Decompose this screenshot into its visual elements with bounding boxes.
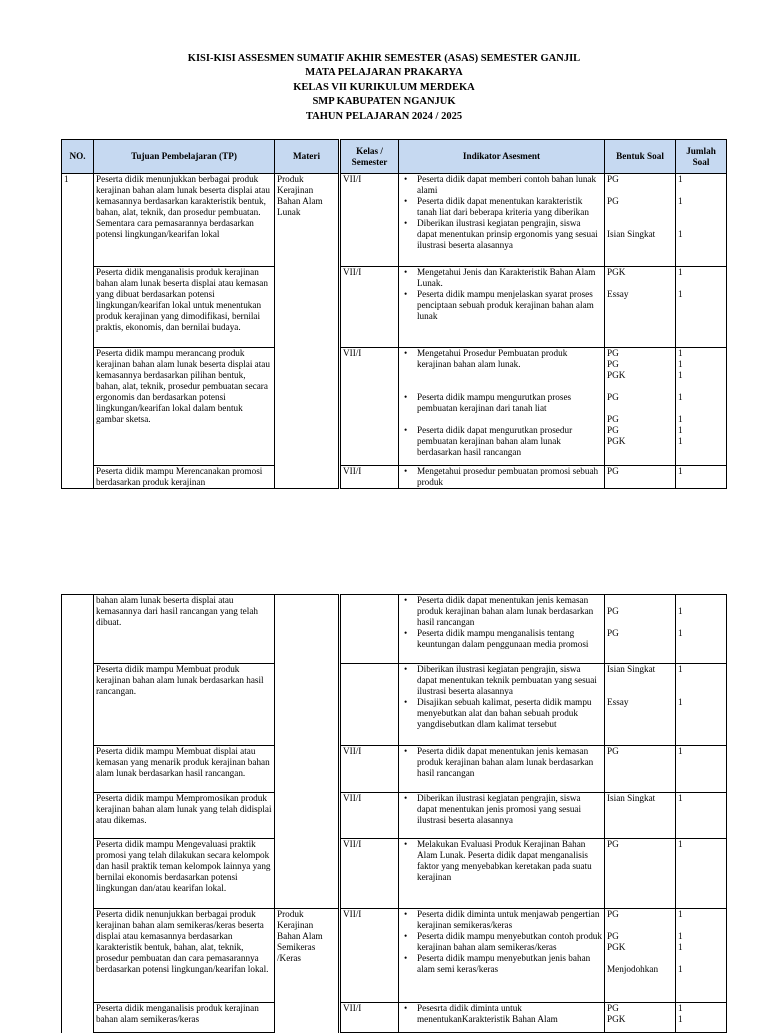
indikator-cell <box>399 664 605 746</box>
jumlah-cell: 1 1 <box>676 267 727 348</box>
tp-cell: Peserta didik mampu Membuat produk kerajinan bahan alam lunak berdasarkan hasil rancangan. <box>94 664 275 746</box>
header-title: KISI-KISI ASSESMEN SUMATIF AKHIR SEMESTER (ASAS) SEMESTER GANJIL <box>187 53 581 64</box>
bentuk-cell: PG PGK <box>605 1003 676 1033</box>
indikator-item: • Diberikan ilustrasi kegiatan pengrajin, siswa dapat menentukan jenis promosi yang sesuai ilustrasi beserta alasannya <box>417 793 602 826</box>
kelas-cell: VII/I <box>341 348 399 466</box>
indikator-item: • Peserta didik mampu menjelaskan syarat proses penciptaan sebuah produk kerajinan bahan alam lunak <box>417 289 602 322</box>
indikator-item: • Peserta didik mampu mengurutkan proses pembuatan kerajinan dari tanah liat <box>417 392 602 414</box>
indikator-cell <box>399 793 605 839</box>
indikator-cell <box>399 1003 605 1033</box>
bentuk-cell: PG PG PGK Menjodohkan <box>605 909 676 1003</box>
indikator-item: • Peserta didik mampu menyebutkan jenis bahan alam semi keras/keras <box>417 953 602 975</box>
kelas-cell <box>341 595 399 664</box>
jumlah-cell: 1 1 1 1 1 1 1 <box>676 348 727 466</box>
kelas-cell: VII/I <box>341 1003 399 1033</box>
tp-cell: Peserta didik menganalisis produk kerajinan bahan alam semikeras/keras <box>94 1003 275 1033</box>
materi-cell: Produk Kerajinan Bahan Alam Semikeras /Keras <box>275 909 339 1003</box>
jumlah-cell: 1 <box>676 746 727 793</box>
bentuk-cell: PG <box>605 746 676 793</box>
jumlah-cell: 1 1 1 <box>676 174 727 267</box>
indikator-item: • Peserta didik diminta untuk menjawab pengertian kerajinan semikeras/keras <box>417 909 602 931</box>
indikator-item: • Peserta didik dapat menentukan jenis kemasan produk kerajinan bahan alam lunak berdasarkan hasil rancangan <box>417 746 602 779</box>
bentuk-cell: PG <box>605 466 676 489</box>
kelas-cell: VII/I <box>341 174 399 267</box>
jumlah-cell: 1 1 <box>676 664 727 746</box>
kisi-table-page-1 <box>61 139 727 489</box>
bentuk-cell: PG PG Isian Singkat <box>605 174 676 267</box>
bentuk-cell: PGK Essay <box>605 267 676 348</box>
tp-cell: Peserta didik menganalisis produk kerajinan bahan alam lunak beserta displai atau kemasan yang dibuat berdasarkan potensi lingkungan/kearifan lokal untuk menentukan produk kerajinan yang dimodifikasi, bernilai praktis, ekonomis, dan bernilai budaya. <box>94 267 275 348</box>
table-row <box>62 664 727 746</box>
kisi-table-page-2 <box>61 594 727 1033</box>
tp-cell: Peserta didik mampu Membuat displai atau kemasan yang menarik produk kerajinan bahan alam lunak berdasarkan hasil rancangan. <box>94 746 275 793</box>
bentuk-cell: Isian Singkat Essay <box>605 664 676 746</box>
kelas-cell: VII/I <box>341 909 399 1003</box>
jumlah-cell: 1 <box>676 466 727 489</box>
col-tp: Tujuan Pembelajaran (TP) <box>94 140 275 174</box>
indikator-cell <box>399 348 605 466</box>
col-materi: Materi <box>275 140 339 174</box>
col-bentuk: Bentuk Soal <box>605 140 676 174</box>
kelas-cell <box>341 664 399 746</box>
bentuk-cell: PG PG PGK PG PG PG PGK <box>605 348 676 466</box>
indikator-item: • Mengetahui prosedur pembuatan promosi sebuah produk <box>417 466 602 488</box>
col-jumlah: Jumlah Soal <box>676 140 727 174</box>
kelas-cell: VII/I <box>341 793 399 839</box>
bentuk-cell: Isian Singkat <box>605 793 676 839</box>
indikator-item: • Peserta didik mampu menyebutkan contoh produk kerajinan bahan alam semikeras/keras <box>417 931 602 953</box>
indikator-item: • Melakukan Evaluasi Produk Kerajinan Bahan Alam Lunak. Peserta didik dapat menganalisis faktor yang menyebabkan keretakan pada suatu kerajinan <box>417 839 602 883</box>
tp-cell: Peserta didik nenunjukkan berbagai produk kerajinan bahan alam semikeras/keras beserta displai atau kemasannya berdasarkan karakteristik bentuk, bahan, alat, teknik, prosedur pembuatan dan cara pemasarannya berdasarkan potensi lingkungan/kearifan lokal. <box>94 909 275 1003</box>
header-subject: MATA PELAJARAN PRAKARYA <box>305 67 463 79</box>
indikator-item: • Peserta didik mampu menganalisis tentang keuntungan dalam penggunaan media promosi <box>417 628 602 650</box>
table-row <box>62 348 727 466</box>
kelas-cell: VII/I <box>341 746 399 793</box>
kelas-cell: VII/I <box>341 267 399 348</box>
indikator-item: • Pesesrta didik diminta untuk menentukanKarakteristik Bahan Alam <box>417 1003 602 1025</box>
tp-cell: bahan alam lunak beserta displai atau kemasannya dari hasil rancangan yang telah dibuat. <box>94 595 275 664</box>
indikator-item: • Mengetahui Jenis dan Karakteristik Bahan Alam Lunak. <box>417 267 602 289</box>
indikator-item: • Peserta didik dapat menentukan jenis kemasan produk kerajinan bahan alam lunak berdasarkan hasil rancangan <box>417 595 602 628</box>
header-year: TAHUN PELAJARAN 2024 / 2025 <box>305 110 463 122</box>
indikator-cell <box>399 267 605 348</box>
indikator-item: • Peserta didik dapat menentukan karakteristik tanah liat dari beberapa kriteria yang diberikan <box>417 196 602 218</box>
table-row <box>62 174 727 267</box>
indikator-cell <box>399 466 605 489</box>
indikator-item: • Peserta didik dapat mengurutkan prosedur pembuatan kerajinan bahan alam lunak berdasarkan hasil rancangan <box>417 425 602 458</box>
tp-cell: Peserta didik mampu merancang produk kerajinan bahan alam lunak beserta displai atau kemasannya berdasarkan pilihan bentuk, bahan, alat, teknik, prosedur pembuatan secara ergonomis dan berdasarkan potensi lingkungan/kearifan lokal dalam bentuk gambar sketsa. <box>94 348 275 466</box>
materi-cell: Produk Kerajinan Bahan Alam Lunak <box>275 174 339 267</box>
col-no: NO. <box>62 140 94 174</box>
indikator-item: • Diberikan ilustrasi kegiatan pengrajin, siswa dapat menentukan prinsip ergonomis yang sesuai ilustrasi beserta alasannya <box>417 218 602 251</box>
header-class: KELAS VII KURIKULUM MERDEKA <box>293 81 475 93</box>
table-row <box>62 1003 727 1033</box>
indikator-item: • Peserta didik dapat memberi contoh bahan lunak alami <box>417 174 602 196</box>
kelas-cell: VII/I <box>341 839 399 909</box>
table-row <box>62 839 727 909</box>
jumlah-cell: 1 1 <box>676 1003 727 1033</box>
kelas-cell: VII/I <box>341 466 399 489</box>
indikator-cell <box>399 595 605 664</box>
col-kelas: Kelas / Semester <box>341 140 399 174</box>
table-header-row <box>62 140 727 174</box>
table-row <box>62 793 727 839</box>
header-school: SMP KABUPATEN NGANJUK <box>312 96 456 108</box>
jumlah-cell: 1 1 <box>676 595 727 664</box>
table-row <box>62 909 727 1003</box>
bentuk-cell: PG <box>605 839 676 909</box>
tp-cell: Peserta didik menunjukkan berbagai produk kerajinan bahan alam lunak beserta displai atau kemasannya berdasarkan karakteristik bentuk, bahan, alat, teknik, dan prosedur pembuatan. Sementara cara pemasarannya berdasarkan potensi lingkungan/kearifan lokal <box>94 174 275 267</box>
jumlah-cell: 1 1 1 1 <box>676 909 727 1003</box>
bentuk-cell: PG PG <box>605 595 676 664</box>
indikator-cell <box>399 839 605 909</box>
table-row <box>62 595 727 664</box>
indikator-cell <box>399 746 605 793</box>
document-header <box>0 52 768 124</box>
col-indikator: Indikator Asesment <box>399 140 605 174</box>
jumlah-cell: 1 <box>676 793 727 839</box>
table-row <box>62 267 727 348</box>
jumlah-cell: 1 <box>676 839 727 909</box>
indikator-item: • Mengetahui Prosedur Pembuatan produk kerajinan bahan alam lunak. <box>417 348 602 370</box>
indikator-item: • Disajikan sebuah kalimat, peserta didik mampu menyebutkan alat dan bahan sebuah produk yangdisebutkan dlam kalimat tersebut <box>417 697 602 730</box>
indikator-item: • Diberikan ilustrasi kegiatan pengrajin, siswa dapat menentukan teknik pembuatan yang sesuai ilustrasi beserta alasannya <box>417 664 602 697</box>
table-row <box>62 466 727 489</box>
table-row <box>62 746 727 793</box>
tp-cell: Peserta didik mampu Merencanakan promosi berdasarkan produk kerajinan <box>94 466 275 489</box>
indikator-cell <box>399 174 605 267</box>
row-number: 1 <box>62 174 94 267</box>
indikator-cell <box>399 909 605 1003</box>
tp-cell: Peserta didik mampu Mempromosikan produk kerajinan bahan alam lunak yang telah didisplai atau dikemas. <box>94 793 275 839</box>
tp-cell: Peserta didik mampu Mengevaluasi praktik promosi yang telah dilakukan secara kelompok dan hasil praktik teman kelompok lainnya yang bernilai ekonomis berdasarkan potensi lingkungan dan/atau kearifan lokal. <box>94 839 275 909</box>
